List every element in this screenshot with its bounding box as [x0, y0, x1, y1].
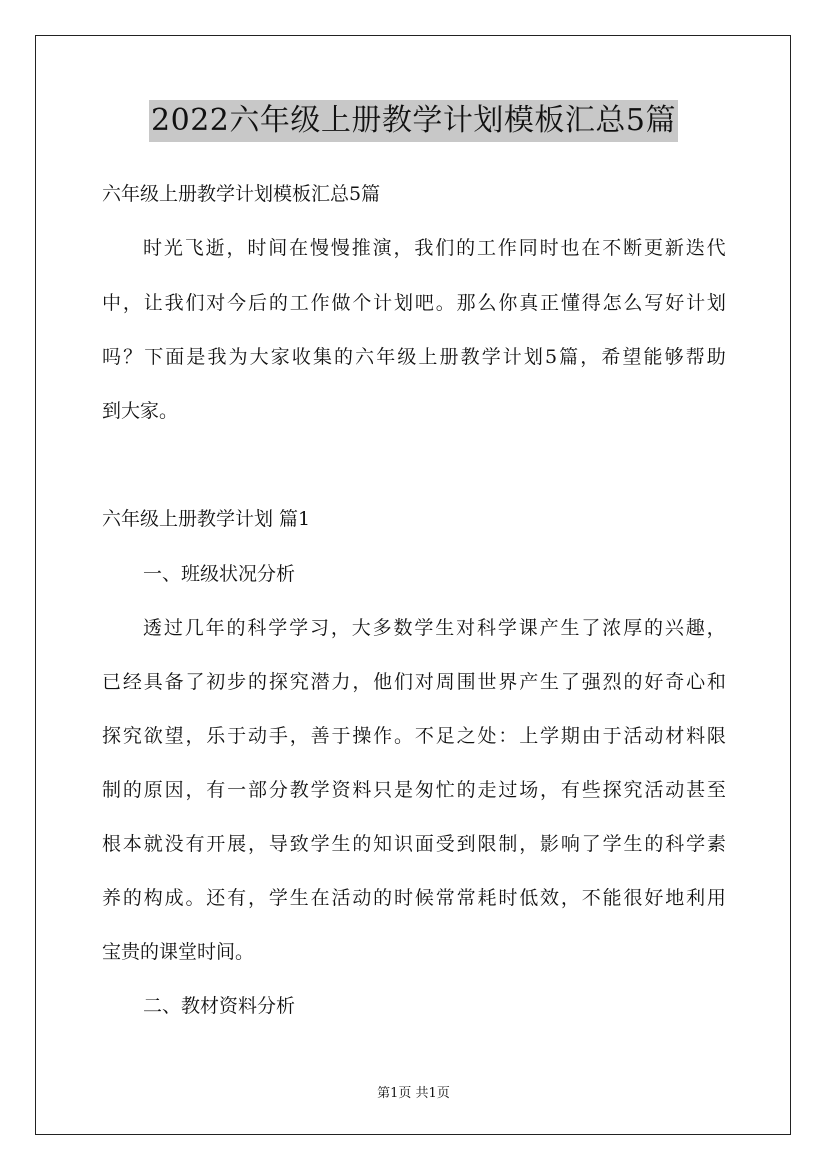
body-line-6: 养 的 构 成 。 还 有 ， 学 生 在 活 动 的 时 候 常 常 耗 时 低 效 ， 不 能 很 好 地 利 用 — [102, 887, 726, 909]
page-footer: 第1页 共1页 — [377, 1086, 450, 1101]
heading-textbook-analysis: 二、教材资料分析 — [143, 995, 296, 1017]
body-line-3: 探 究 欲 望 ， 乐 于 动 手 ， 善 于 操 作 。 不 足 之 处 ： 上 学 期 由 于 活 动 材 料 限 — [102, 725, 726, 747]
body-line-1: 透 过 几 年 的 科 学 学 习 ， 大 多 数 学 生 对 科 学 课 产 生 了 浓 厚 的 兴 趣 ， — [143, 617, 726, 639]
document-subtitle: 六年级上册教学计划模板汇总5篇 — [102, 183, 381, 205]
title-container — [0, 100, 827, 142]
intro-line-2: 中 ， 让 我 们 对 今 后 的 工 作 做 个 计 划 吧 。 那 么 你 真 正 懂 得 怎 么 写 好 计 划 — [102, 292, 726, 314]
intro-line-1: 时 光 飞 逝 ， 时 间 在 慢 慢 推 演 ， 我 们 的 工 作 同 时 也 在 不 断 更 新 迭 代 — [143, 237, 726, 259]
section-title: 六年级上册教学计划 篇1 — [102, 508, 311, 530]
intro-line-3: 吗 ？ 下 面 是 我 为 大 家 收 集 的 六 年 级 上 册 教 学 计 划 5 篇 ， 希 望 能 够 帮 助 — [102, 346, 726, 368]
document-title: 2022六年级上册教学计划模板汇总5篇 — [149, 100, 678, 142]
body-line-5: 根 本 就 没 有 开 展 ， 导 致 学 生 的 知 识 面 受 到 限 制 ， 影 响 了 学 生 的 科 学 素 — [102, 833, 726, 855]
body-line-4: 制 的 原 因 ， 有 一 部 分 教 学 资 料 只 是 匆 忙 的 走 过 场 ， 有 些 探 究 活 动 甚 至 — [102, 779, 726, 801]
heading-class-analysis: 一、班级状况分析 — [143, 563, 296, 585]
intro-line-4: 到大家。 — [102, 400, 179, 422]
body-line-7: 宝贵的课堂时间。 — [102, 941, 255, 963]
body-line-2: 已 经 具 备 了 初 步 的 探 究 潜 力 ， 他 们 对 周 围 世 界 产 生 了 强 烈 的 好 奇 心 和 — [102, 671, 726, 693]
